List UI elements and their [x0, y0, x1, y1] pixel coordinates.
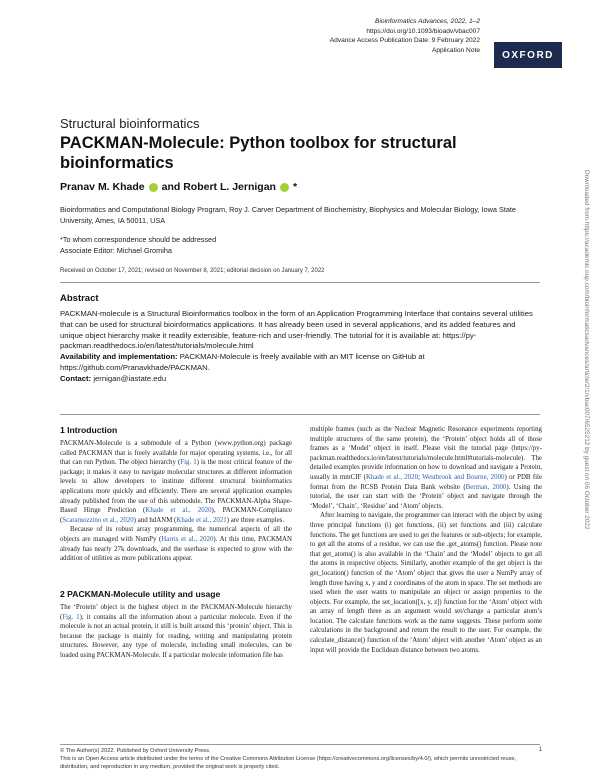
page-title: PACKMAN-Molecule: Python toolbox for structural bioinformatics — [60, 134, 457, 172]
abstract-heading: Abstract — [60, 293, 99, 304]
citation-link[interactable]: Khade et al., 2020 — [145, 507, 212, 515]
citation-link[interactable]: Khade et al., 2020 — [365, 473, 419, 481]
author-list — [60, 181, 297, 193]
journal-header — [330, 17, 480, 55]
license-text: This is an Open Access article distributed under the terms of the Creative Commons Attribution License (https://creativecommons.org/licenses/by/4.0/), which permits unrestricted reuse, distribution, and reproduction in any medium, provided the original work is properly cited. — [60, 756, 517, 770]
paragraph: Because of its robust array programming, the numerical aspects of all the objects are managed with NumPy (Harris et al., 2020). At this time, PACKMAN already has nearly 27k downloads, and the userbase is expected to grow with the addition of utilities as more publications appear. — [60, 526, 293, 563]
utility-body — [60, 603, 292, 661]
divider — [60, 282, 540, 283]
corresponding-star: * — [292, 181, 298, 193]
correspondence-note: *To whom correspondence should be addressed — [60, 235, 217, 244]
abstract-body — [60, 309, 540, 385]
section-heading-introduction: 1 Introduction — [60, 425, 118, 435]
orcid-icon[interactable] — [149, 183, 158, 192]
section-heading-utility: 2 PACKMAN-Molecule utility and usage — [60, 589, 221, 599]
doi-link[interactable]: https://doi.org/10.1093/bioadv/vbac007 — [366, 27, 480, 35]
availability-text: PACKMAN-Molecule is freely available with an MIT license on GitHub at https://github.com/Pranavkhade/PACKMAN. — [60, 352, 425, 372]
figure-link[interactable]: Fig. 1 — [62, 613, 80, 621]
associate-editor: Associate Editor: Michael Gromiha — [60, 245, 172, 255]
abstract-text: PACKMAN-molecule is a Structural Bioinformatics toolbox in the form of an Application Programming Interface that contains several utilities that can be used for structural bioinformatics applications. It has already been used in several applications, and its added features and unique object hierarchy make it readily extensible, feature-rich and user-friendly. The tutorial for it is available at: https://py-packman.readthedocs.io/en/latest/tutorials/molecule.html — [60, 309, 533, 351]
paragraph: The ‘Protein’ object is the highest object in the PACKMAN-Molecule hierarchy (Fig. 1); it contains all the information about a particular molecule. Even if the molecule is not an actual protein, it still is built around this ‘protein’ object. This is because the package is mainly for reading, writing and manipulating protein structures. However, any type of molecule, including small molecules, can be loaded using PACKMAN-Molecule. If a particular molecule information file has — [60, 604, 292, 659]
introduction-body — [60, 439, 292, 564]
citation-link[interactable]: Khade et al., 2021 — [176, 516, 227, 524]
oxford-logo: OXFORD — [494, 42, 562, 68]
orcid-icon[interactable] — [280, 183, 289, 192]
access-date: Advance Access Publication Date: 9 February 2022 — [329, 37, 480, 44]
paragraph: multiple frames (such as the Nuclear Magnetic Resonance experiments reporting multiple structures of the same protein), the ‘Protein’ object holds all of those frames as a ‘Model’ object in itself. Please visit the tutorial page (https://py-packman.readthedocs.io/en/latest/tutorials/molecule.html#tutorials-molecule). The detailed examples provide information on how to download and navigate a Protein, usually in mmCIF (Khade et al., 2020; Westbrook and Bourne, 2000) or PDB file format from the RCSB Protein Data Bank website (Berman, 2000). Using the tutorial, the user can start with the ‘Protein’ object and navigate through the ‘Model’, ‘Chain’, ‘Residue’ and ‘Atom’ objects. — [310, 426, 543, 510]
article-type: Application Note — [431, 46, 480, 54]
section-label: Structural bioinformatics — [60, 116, 200, 131]
affiliation: Bioinformatics and Computational Biology Program, Roy J. Carver Department of Biochemistry, Biophysics and Molecular Biology, Iowa State University, Ames, IA 50011, USA — [60, 205, 516, 225]
citation-link[interactable]: Harris et al., 2020 — [161, 535, 214, 543]
journal-name: Bioinformatics Advances, 2022, 1–2 — [375, 18, 480, 25]
download-sidebar — [578, 170, 592, 590]
citation-link[interactable]: Berman, 2000 — [465, 483, 507, 491]
divider — [60, 414, 540, 415]
availability-label: Availability and implementation: — [60, 352, 178, 362]
paragraph: PACKMAN-Molecule is a submodule of a Python (www.python.org) package called PACKMAN that is freely available for major operating systems, i.e., for all that can run Python. The object hierarchy (Fig. 1) is the most critical feature of the package; it makes it easy to navigate molecular structures at different information levels to allow developers to institute different structural bioinformatics applications more quickly and efficiently. There are several application examples already published from the use of this submodule. The PACKMAN-Alpha Shape-Based Hinge Prediction (Khade et al., 2020), PACKMAN-Compliance (Scaramozzino et al., 2020) and hdANM (Khade et al., 2021) are three examples. — [60, 440, 292, 524]
received-dates: Received on October 17, 2021; revised on November 8, 2021; editorial decision on January 7, 2022 — [60, 268, 325, 274]
right-column-body — [310, 425, 542, 655]
license-footer — [60, 747, 540, 771]
availability-line — [60, 352, 540, 374]
download-notice: Downloaded from https://academic.oup.com/bioinformaticsadvances/article/2/1/vbac007/6525212 by guest on 06 October 2022 — [583, 170, 590, 530]
author-1: Pranav M. Khade — [60, 181, 145, 193]
page-number: 1 — [538, 747, 542, 753]
figure-link[interactable]: Fig. 1 — [180, 459, 197, 467]
contact-label: Contact: — [60, 373, 92, 383]
citation-link[interactable]: Westbrook and Bourne, 2000 — [422, 473, 505, 481]
contact-line — [60, 374, 540, 385]
correspondence-block — [60, 235, 216, 256]
citation-link[interactable]: Scaramozzino et al., 2020 — [62, 516, 134, 524]
contact-email[interactable]: jernigan@iastate.edu — [91, 373, 167, 383]
author-2: and Robert L. Jernigan — [161, 181, 276, 193]
copyright: © The Author(s) 2022. Published by Oxford University Press. — [60, 748, 211, 754]
paragraph: After learning to navigate, the programmer can interact with the object by using three principal functions (i) get functions, (ii) set functions and (iii) calculate functions. The get functions are used to get the features or sub-objects; for example, to get all the atoms of a residue, we can use the .get_atoms() function. Please note that get_atoms() is also available in the ‘Chain’ and the ‘Model’ objects to get all the atoms in respective objects. Similarly, another example of the get object is the get_location() function of the ‘Atom’ object that gives the user a NumPy array of length three having x, y and z coordinates of the atom in space. The set methods are used when the user wants to manipulate an object or assign properties to the objects. For example, the set_location([x, y, z]) function for the ‘Atom’ object with an array of length three as an argument would set/change a particular atom’s location. The calculate functions work as the name suggests. These perform some calculations in the background and return the result to the user. For example, the calculate_distance() function of the ‘Atom’ object with another ‘Atom’ object as an input will provide the Euclidean distance between two atoms. — [310, 512, 542, 654]
divider — [60, 744, 540, 745]
